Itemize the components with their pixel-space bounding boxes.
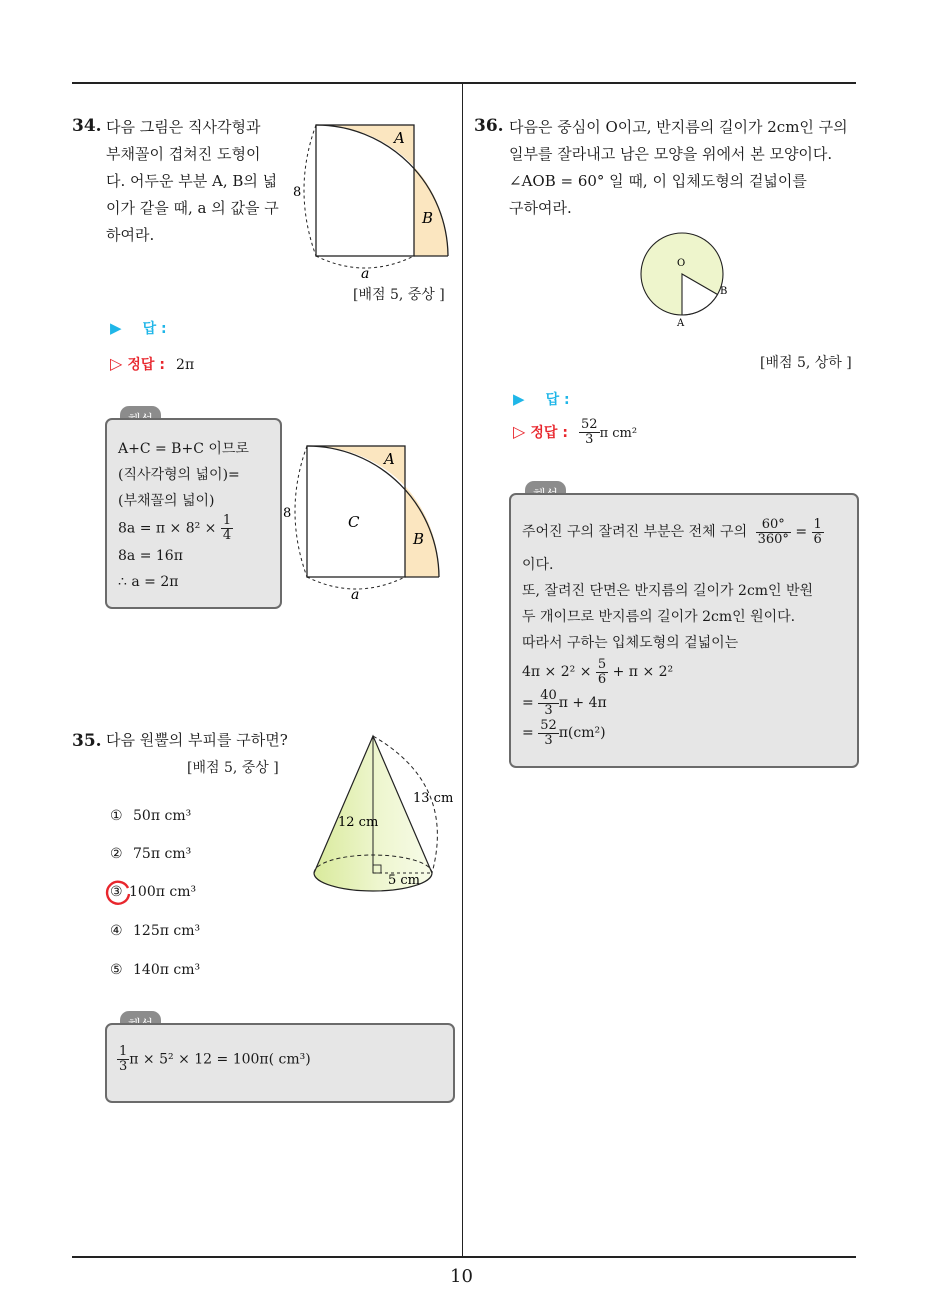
q34-expl-line-2: (직사각형의 넓이)= bbox=[118, 467, 240, 483]
q35-expl-fraction bbox=[117, 1045, 129, 1074]
q34-expl-line-3: (부채꼴의 넓이) bbox=[118, 493, 215, 509]
q35-choice-3-mark: ③ bbox=[110, 884, 123, 900]
q36-calc-2-pre: = bbox=[522, 695, 539, 711]
q36-line-4: 구하여라. bbox=[509, 199, 572, 217]
q35-label-slant: 13 cm bbox=[413, 791, 454, 806]
q36-line-1: 다음은 중심이 O이고, 반지름의 길이가 2cm인 구의 bbox=[509, 118, 848, 136]
q36-expl-fraction-1 bbox=[756, 518, 791, 547]
fraction-numerator: 1 bbox=[813, 516, 822, 532]
q35-choice-5[interactable] bbox=[110, 962, 200, 978]
q36-calc-1-fraction bbox=[596, 658, 608, 687]
q34-expl-content bbox=[118, 436, 278, 595]
q36-figure bbox=[630, 226, 740, 332]
q36-correct-row bbox=[513, 418, 637, 447]
q36-expl-line-1 bbox=[522, 512, 852, 552]
q34-label-a: A bbox=[394, 129, 405, 147]
q35-choice-4-text: 125π cm³ bbox=[133, 923, 201, 939]
fraction-numerator: 52 bbox=[581, 417, 598, 432]
q34-text bbox=[106, 114, 284, 249]
q34-expl-figure bbox=[280, 438, 445, 608]
q36-score: [배점 5, 상하 ] bbox=[760, 355, 852, 371]
selected-circle-icon bbox=[104, 879, 132, 907]
q34-label-side: 8 bbox=[293, 185, 302, 200]
q34-answer-row bbox=[110, 318, 167, 338]
q34-expl-eq: 8a = π × 8² × bbox=[118, 520, 221, 537]
q34-line-5: 하여라. bbox=[106, 226, 155, 244]
q35-choice-1-mark: ① bbox=[110, 808, 123, 824]
q35-label-radius: 5 cm bbox=[388, 873, 421, 888]
fraction-denominator: 4 bbox=[222, 528, 232, 543]
bottom-rule bbox=[72, 1256, 856, 1258]
q36-correct-fraction bbox=[579, 418, 600, 447]
q34-line-3: 다. 어두운 부분 A, B의 넓 bbox=[106, 172, 278, 190]
fraction-denominator: 360° bbox=[757, 531, 789, 547]
q35-expl-rest: π × 5² × 12 = 100π( cm³) bbox=[129, 1051, 311, 1068]
q34-expl-label-c: C bbox=[348, 513, 360, 531]
fraction-numerator: 52 bbox=[540, 717, 557, 733]
q34-label-base: a bbox=[361, 266, 370, 282]
q34-expl-fraction bbox=[221, 514, 233, 543]
q36-calc-3-fraction bbox=[538, 719, 559, 748]
page-number: 10 bbox=[450, 1266, 473, 1287]
q34-figure bbox=[288, 115, 458, 285]
q36-label-b: B bbox=[720, 286, 728, 297]
q35-choice-1-text: 50π cm³ bbox=[133, 808, 192, 824]
q34-label-b: B bbox=[422, 209, 434, 227]
q34-line-4: 이가 같을 때, a 의 값을 구 bbox=[106, 199, 279, 217]
q36-answer-row bbox=[513, 389, 570, 409]
q36-correct-label: 정답 : bbox=[530, 425, 568, 441]
play-triangle-icon: ▶ bbox=[513, 390, 525, 408]
q36-calc-1-pre: 4π × 2² × bbox=[522, 664, 596, 680]
q36-line-2: 일부를 잘라내고 남은 모양을 위에서 본 모양이다. bbox=[509, 145, 833, 163]
q36-expl-line-3: 또, 잘려진 단면은 반지름의 길이가 2cm인 반원 bbox=[522, 583, 814, 599]
q35-cone-figure bbox=[300, 728, 460, 900]
q34-correct-row bbox=[110, 354, 194, 374]
q34-expl-brace-left bbox=[295, 446, 307, 577]
fraction-denominator: 6 bbox=[813, 531, 822, 547]
fraction-denominator: 3 bbox=[544, 702, 553, 718]
q35-label-height: 12 cm bbox=[338, 815, 379, 830]
q34-expl-label-base: a bbox=[351, 587, 360, 603]
q34-correct-value: 2π bbox=[176, 357, 195, 373]
q36-calc-line-2 bbox=[522, 688, 852, 718]
q36-calc-1-post: + π × 2² bbox=[608, 664, 674, 680]
q36-expl-line-4: 두 개이므로 반지름의 길이가 2cm인 원이다. bbox=[522, 609, 796, 625]
play-triangle-icon: ▶ bbox=[110, 319, 122, 337]
q36-expl-line-5: 따라서 구하는 입체도형의 겉넓이는 bbox=[522, 635, 739, 651]
fraction-denominator: 3 bbox=[585, 432, 594, 447]
q35-text: 다음 원뿔의 부피를 구하면? bbox=[106, 731, 288, 749]
q36-expl-pre: 주어진 구의 잘려진 부분은 전체 구의 bbox=[522, 524, 748, 540]
fraction-denominator: 6 bbox=[597, 671, 607, 687]
q34-expl-line-4 bbox=[118, 514, 278, 543]
fraction-numerator: 1 bbox=[222, 513, 232, 528]
outline-triangle-icon: ▷ bbox=[513, 422, 526, 441]
q34-brace-left bbox=[304, 125, 316, 256]
q34-expl-line-1: A+C = B+C 이므로 bbox=[118, 441, 249, 457]
q36-text bbox=[509, 114, 859, 222]
q34-expl-label-side: 8 bbox=[283, 506, 292, 521]
q35-score: [배점 5, 중상 ] bbox=[187, 760, 279, 776]
fraction-numerator: 1 bbox=[119, 1044, 128, 1059]
q35-expl-content bbox=[117, 1045, 311, 1074]
q36-calc-2-fraction bbox=[538, 689, 559, 718]
q36-line-3: ∠AOB = 60° 일 때, 이 입체도형의 겉넓이를 bbox=[509, 172, 807, 190]
q36-calc-3-post: π(cm²) bbox=[558, 725, 606, 741]
q35-choice-1[interactable] bbox=[110, 808, 191, 824]
fraction-numerator: 40 bbox=[540, 687, 557, 703]
q35-choice-4-mark: ④ bbox=[110, 923, 123, 939]
q35-choice-3-text: 100π cm³ bbox=[129, 884, 197, 900]
q34-answer-label: 답 : bbox=[142, 321, 167, 337]
fraction-denominator: 3 bbox=[119, 1059, 128, 1074]
q36-expl-line-2: 이다. bbox=[522, 557, 554, 573]
q35-choice-5-mark: ⑤ bbox=[110, 962, 123, 978]
q36-expl-fraction-2 bbox=[812, 518, 824, 547]
q35-number: 35. bbox=[72, 731, 102, 751]
fraction-numerator: 5 bbox=[597, 656, 607, 672]
outline-triangle-icon: ▷ bbox=[110, 354, 123, 373]
q36-expl-content bbox=[522, 512, 852, 748]
q35-choice-2-mark: ② bbox=[110, 846, 123, 862]
q35-choice-2-text: 75π cm³ bbox=[133, 846, 192, 862]
q34-score: [배점 5, 중상 ] bbox=[353, 287, 445, 303]
q36-label-o: O bbox=[677, 258, 686, 269]
q34-expl-label-a: A bbox=[384, 450, 395, 468]
fraction-numerator: 60° bbox=[756, 518, 791, 533]
q34-expl-label-b: B bbox=[413, 530, 425, 548]
q35-choice-5-text: 140π cm³ bbox=[133, 962, 201, 978]
q36-number: 36. bbox=[474, 116, 504, 136]
q34-number: 34. bbox=[72, 116, 102, 136]
q36-calc-line-3 bbox=[522, 718, 852, 748]
q36-answer-label: 답 : bbox=[545, 392, 570, 408]
q36-correct-rest: π cm² bbox=[599, 426, 638, 441]
top-rule bbox=[72, 82, 856, 84]
q36-calc-3-pre: = bbox=[522, 725, 539, 741]
fraction-denominator: 3 bbox=[544, 732, 553, 748]
q35-choice-2[interactable] bbox=[110, 846, 191, 862]
column-divider bbox=[462, 84, 463, 1256]
q34-expl-line-5: 8a = 16π bbox=[118, 548, 183, 564]
q34-line-1: 다음 그림은 직사각형과 bbox=[106, 118, 261, 136]
q36-label-a: A bbox=[677, 318, 685, 329]
q34-line-2: 부채꼴이 겹쳐진 도형이 bbox=[106, 145, 261, 163]
q34-correct-label: 정답 : bbox=[127, 357, 165, 373]
q35-choice-4[interactable] bbox=[110, 923, 200, 939]
q36-calc-2-post: π + 4π bbox=[558, 695, 607, 711]
q36-expl-eq: = bbox=[795, 524, 808, 540]
q34-expl-line-6: ∴ a = 2π bbox=[118, 574, 179, 590]
q36-calc-line-1 bbox=[522, 656, 852, 688]
